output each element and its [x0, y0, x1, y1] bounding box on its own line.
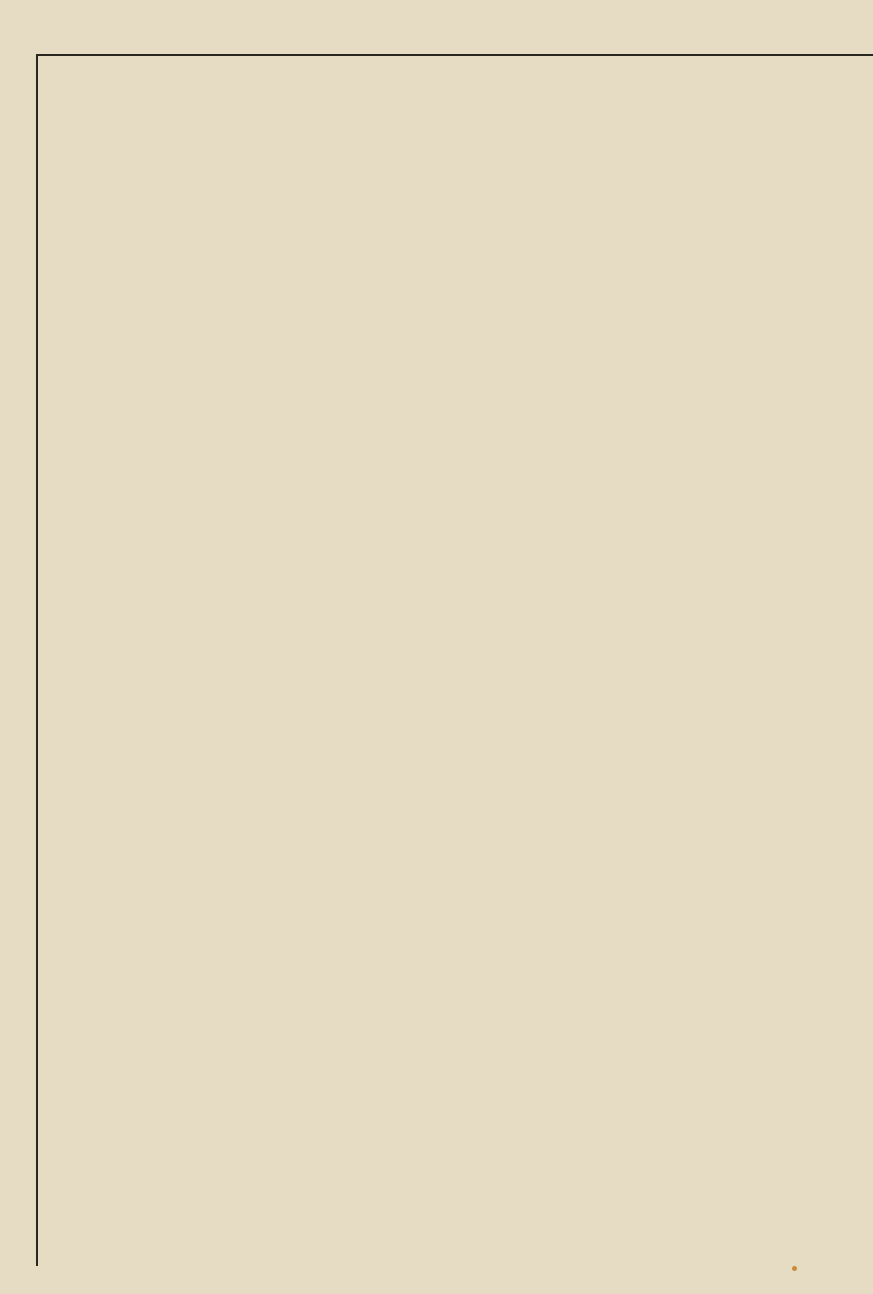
paper-stain	[792, 1266, 797, 1271]
register-table	[36, 54, 873, 1266]
